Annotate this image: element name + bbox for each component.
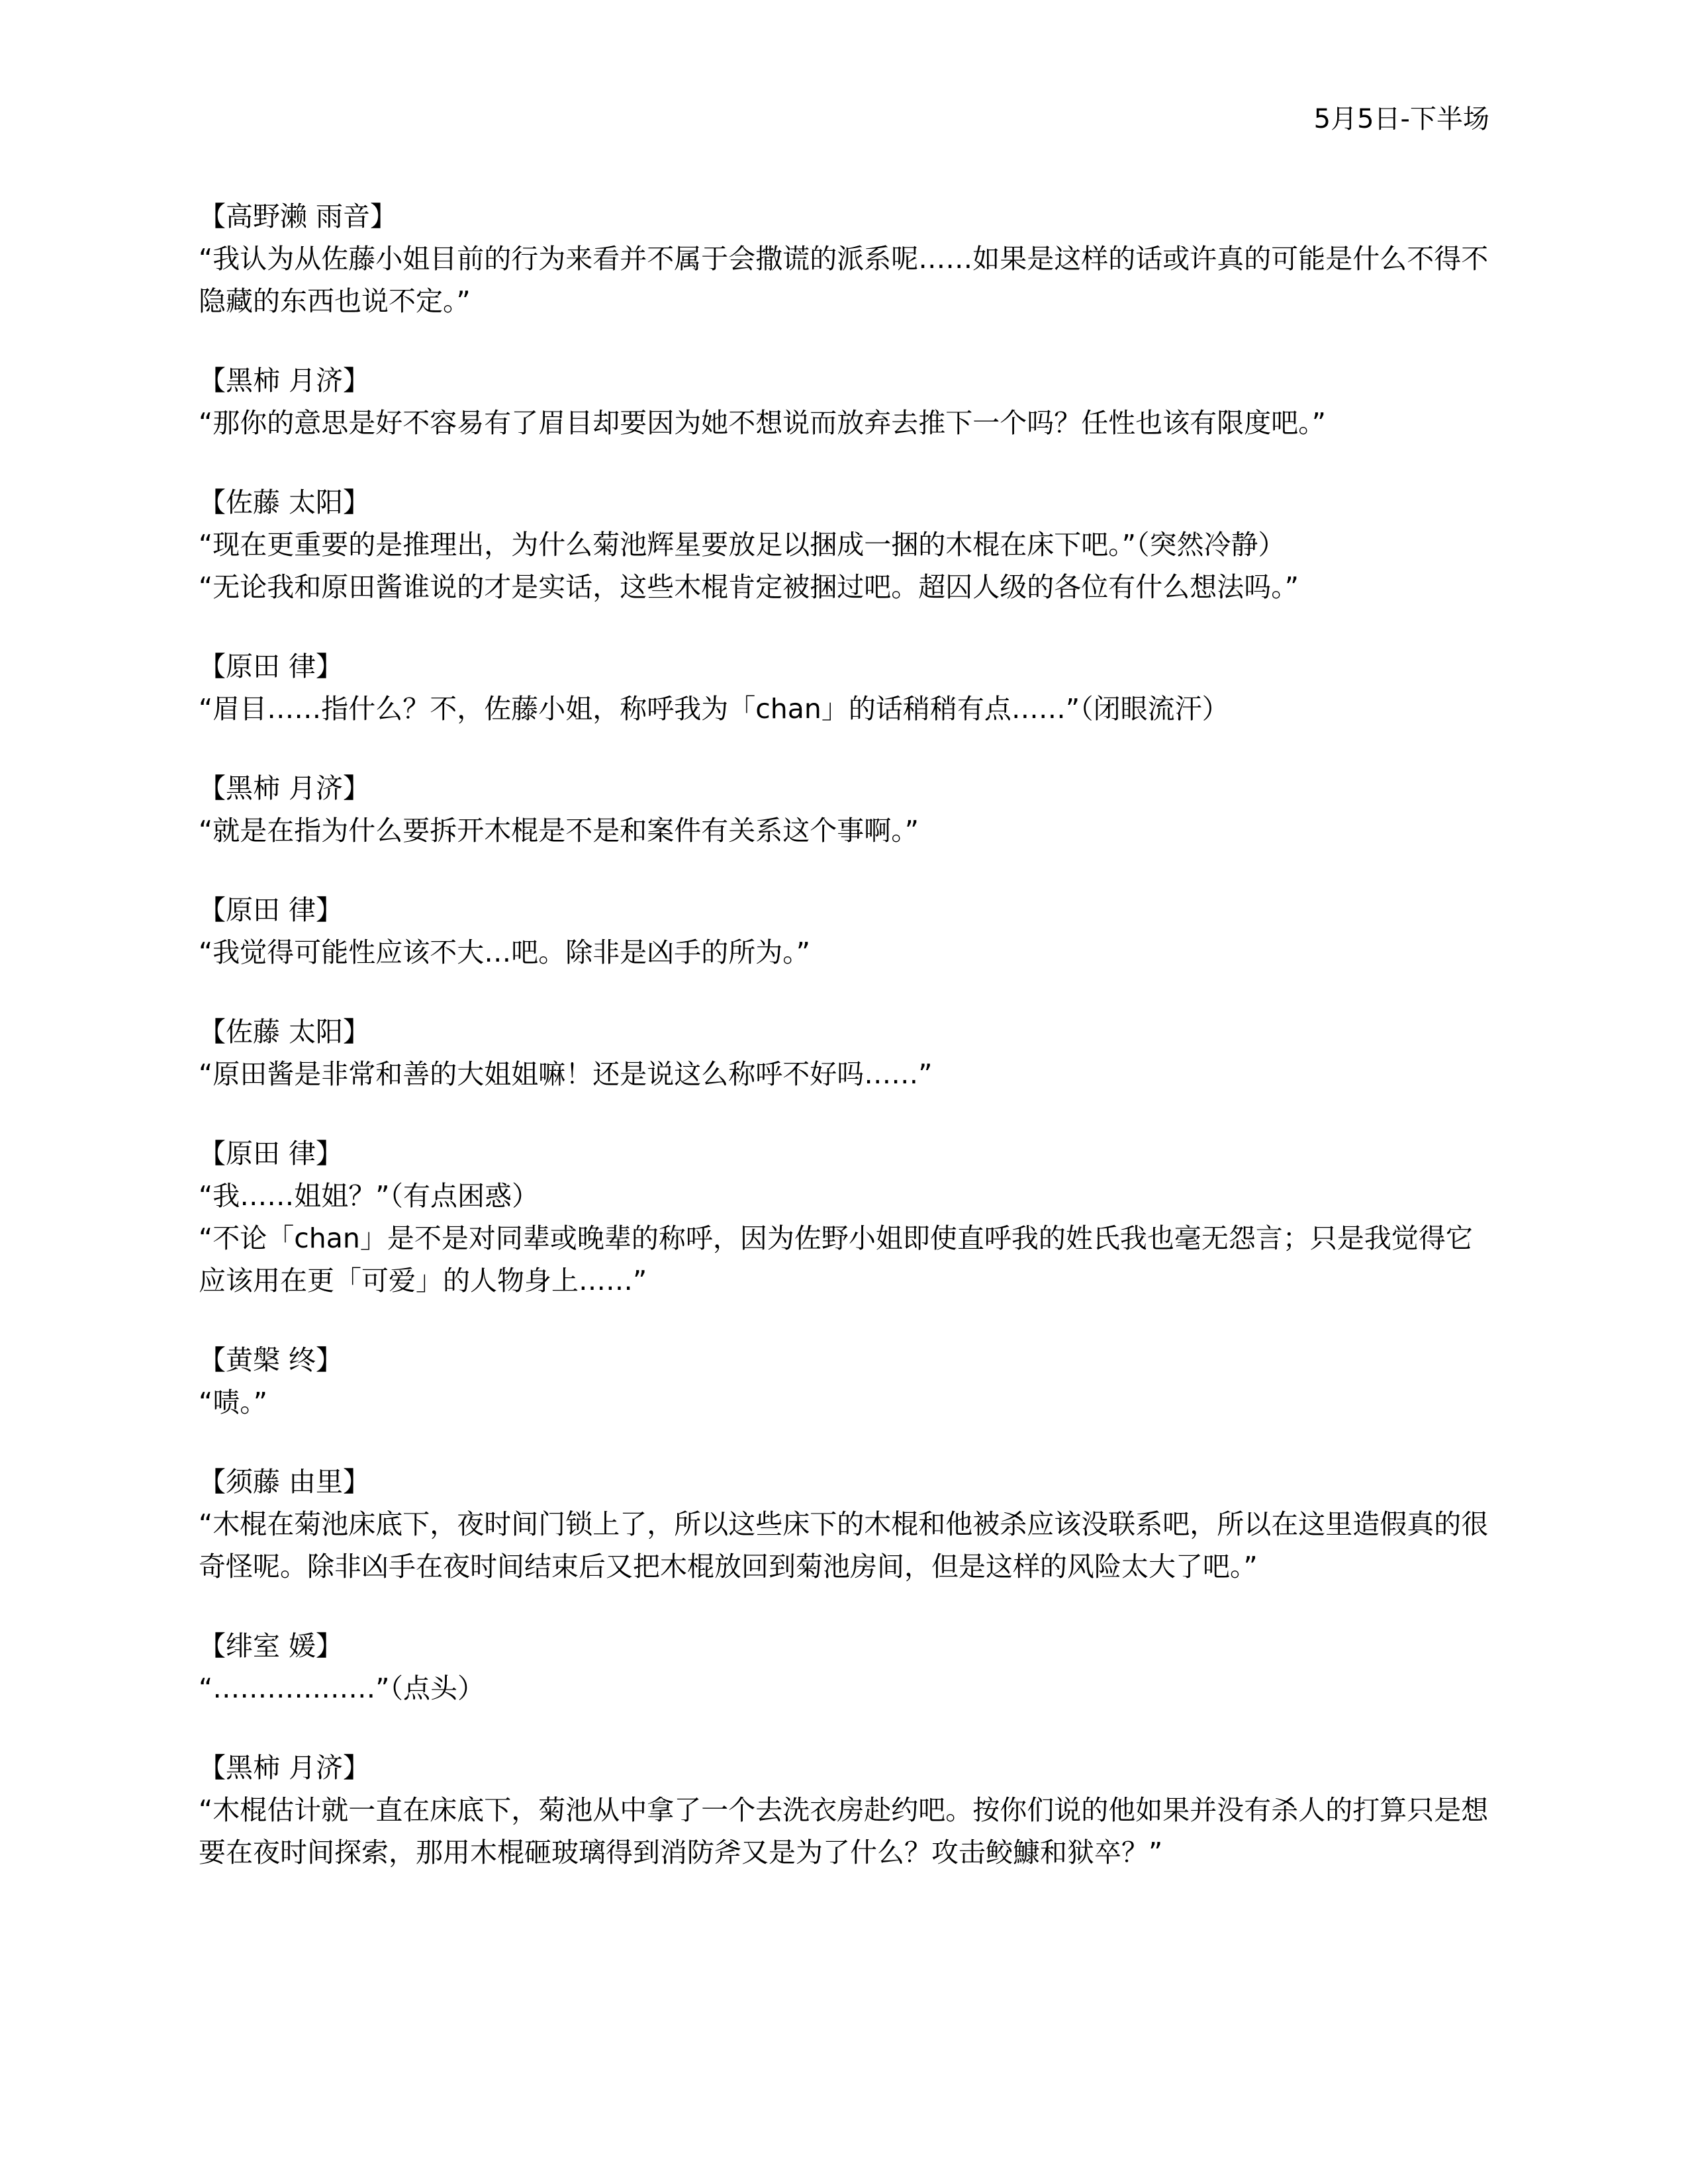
dialogue-line: “………………”（点头） xyxy=(199,1672,485,1704)
dialogue-entry xyxy=(199,645,1489,730)
speaker-name: 【黑柿 月济】 xyxy=(199,1752,371,1784)
session-label: 5月5日-下半场 xyxy=(1313,104,1489,134)
speaker-name: 【黑柿 月济】 xyxy=(199,772,371,804)
dialogue-entry xyxy=(199,1625,1489,1709)
dialogue-line: “不论「chan」是不是对同辈或晚辈的称呼，因为佐野小姐即使直呼我的姓氏我也毫无怨言；只是我觉得它应该用在更「可爱」的人物身上……” xyxy=(199,1222,1473,1297)
speaker-name: 【原田 律】 xyxy=(199,1138,344,1169)
dialogue-entry xyxy=(199,1132,1489,1302)
speaker-name: 【佐藤 太阳】 xyxy=(199,1016,371,1048)
dialogue-entry xyxy=(199,1461,1489,1588)
speaker-name: 【原田 律】 xyxy=(199,894,344,926)
speaker-name: 【黑柿 月济】 xyxy=(199,365,371,396)
speaker-name: 【黄槃 终】 xyxy=(199,1344,344,1376)
dialogue-line: “我觉得可能性应该不大…吧。除非是凶手的所为。” xyxy=(199,936,810,968)
dialogue-entry xyxy=(199,889,1489,974)
speaker-name: 【高野濑 雨音】 xyxy=(199,201,398,232)
dialogue-entry xyxy=(199,481,1489,608)
dialogue-entry xyxy=(199,767,1489,852)
dialogue-line: “现在更重要的是推理出，为什么菊池辉星要放足以捆成一捆的木棍在床下吧。”（突然冷静） xyxy=(199,529,1286,561)
dialogue-line: “我认为从佐藤小姐目前的行为来看并不属于会撒谎的派系呢……如果是这样的话或许真的可能是什么不得不隐藏的东西也说不定。” xyxy=(199,243,1489,317)
dialogue-entry xyxy=(199,1339,1489,1424)
dialogue-entry xyxy=(199,1011,1489,1095)
dialogue-line: “啧。” xyxy=(199,1387,267,1418)
dialogue-entry xyxy=(199,1747,1489,1874)
speaker-name: 【绯室 媛】 xyxy=(199,1630,344,1662)
speaker-name: 【原田 律】 xyxy=(199,651,344,682)
dialogue-transcript xyxy=(199,195,1489,1911)
dialogue-entry xyxy=(199,195,1489,322)
dialogue-line: “木棍估计就一直在床底下，菊池从中拿了一个去洗衣房赴约吧。按你们说的他如果并没有杀人的打算只是想要在夜时间探索，那用木棍砸玻璃得到消防斧又是为了什么？攻击鲛鱇和狱卒？” xyxy=(199,1794,1489,1868)
speaker-name: 【须藤 由里】 xyxy=(199,1466,371,1498)
dialogue-line: “那你的意思是好不容易有了眉目却要因为她不想说而放弃去推下一个吗？任性也该有限度吧。” xyxy=(199,407,1326,439)
dialogue-line: “木棍在菊池床底下，夜时间门锁上了，所以这些床下的木棍和他被杀应该没联系吧，所以在这里造假真的很奇怪呢。除非凶手在夜时间结束后又把木棍放回到菊池房间，但是这样的风险太大了吧。” xyxy=(199,1508,1489,1582)
speaker-name: 【佐藤 太阳】 xyxy=(199,486,371,518)
dialogue-line: “我……姐姐？”（有点困惑） xyxy=(199,1180,539,1212)
dialogue-line: “眉目……指什么？不，佐藤小姐，称呼我为「chan」的话稍稍有点……”（闭眼流汗） xyxy=(199,693,1229,725)
dialogue-line: “就是在指为什么要拆开木棍是不是和案件有关系这个事啊。” xyxy=(199,815,919,846)
dialogue-line: “原田酱是非常和善的大姐姐嘛！还是说这么称呼不好吗……” xyxy=(199,1058,933,1090)
dialogue-line: “无论我和原田酱谁说的才是实话，这些木棍肯定被捆过吧。超囚人级的各位有什么想法吗。” xyxy=(199,571,1299,603)
dialogue-entry xyxy=(199,359,1489,444)
page-header xyxy=(1314,99,1489,139)
